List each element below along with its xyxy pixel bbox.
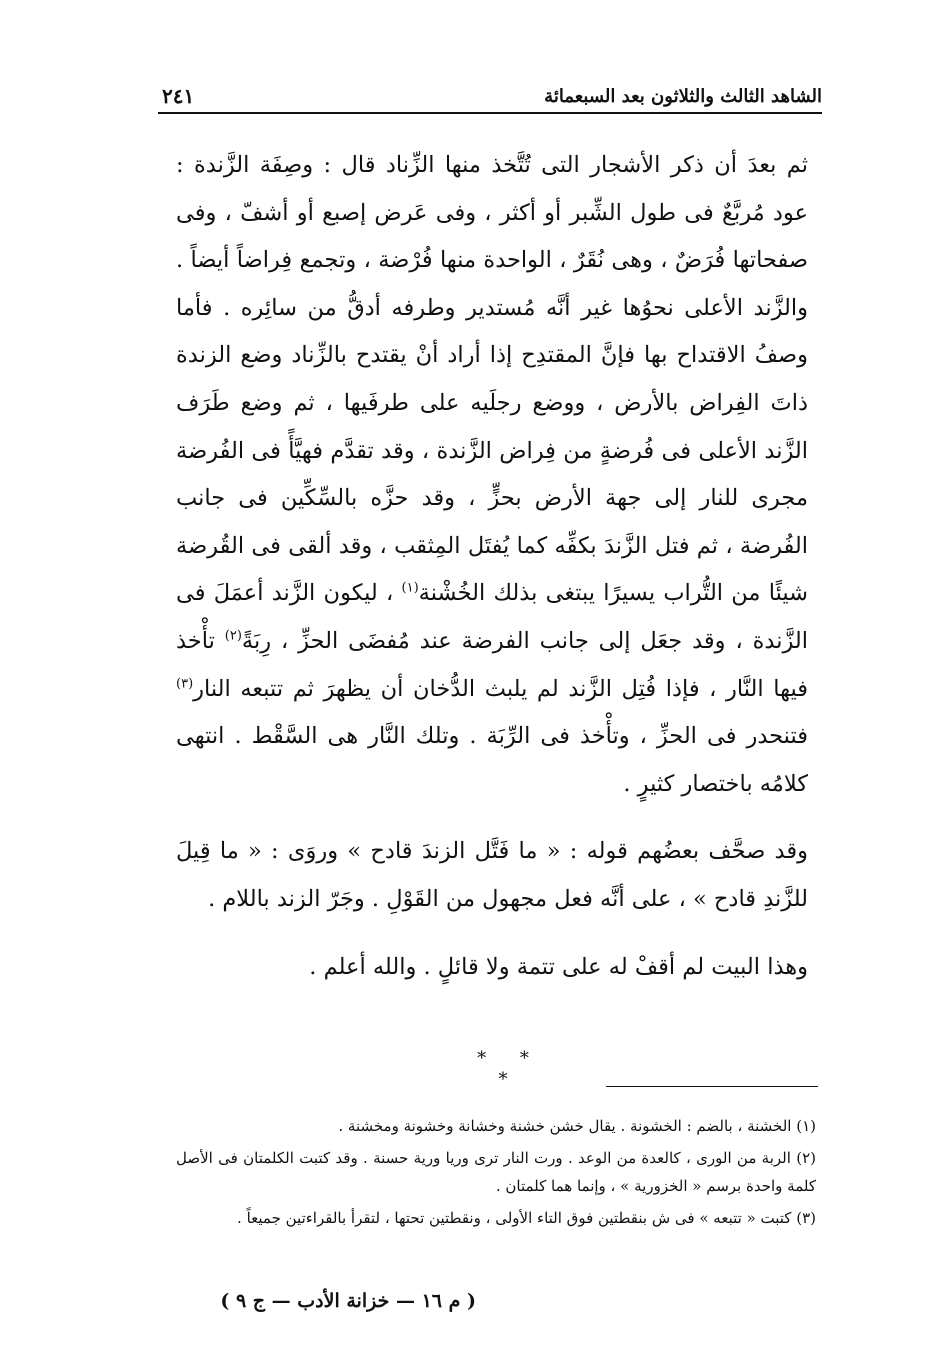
footnote-1: (١) الخشنة ، بالضم : الخشونة . يقال خشن خشنة وخشانة وخشونة ومخشنة . [338, 1117, 816, 1135]
paragraph-1-part-3: تأْخذ فيها النَّار ، فإذا فُتِل الزَّند لم يلبث الدُّخان أن يظهرَ ثم تتبعه النار [176, 627, 808, 702]
paragraph-1-part-4: فتنحدر فى الحزِّ ، وتأْخذ فى الرِّبَة . وتلك النَّار هى السَّقْط . انتهى كلامُه باختصار كثيرٍ . [176, 723, 808, 797]
paragraph-1-part-2: ، ليكون الزَّند أعمَلَ فى الزَّندة ، وقد جعَل إلى جانب الفرضة عند مُفضَى الحزِّ ، رِبَةً [176, 580, 808, 654]
footnote-ref-3: (٣) [176, 676, 194, 692]
footnotes [176, 1112, 816, 1236]
page-header [158, 82, 822, 114]
section-separator: * * * [477, 1048, 543, 1090]
running-title: الشاهد الثالث والثلاثون بعد السبعمائة [544, 86, 822, 107]
footnote-ref-1: (١) [401, 580, 419, 596]
header-rule [158, 112, 822, 114]
page-number: ٢٤١ [162, 84, 195, 108]
footnote-3: (٣) كتبت « تتبعه » فى ش بنقطتين فوق التاء الأولى ، ونقطتين تحتها ، لتقرأ بالقراءتين جميعاً . [237, 1209, 816, 1227]
main-text [176, 142, 808, 991]
paragraph-3: وهذا البيت لم أقفْ له على تتمة ولا قائلٍ . والله أعلم . [309, 953, 808, 980]
footnote-rule [606, 1086, 818, 1087]
paragraph-2: وقد صحَّف بعضُهم قوله : « ما فَتَّل الزندَ قادح » وروَى : « ما قِيلَ للزَّندِ قادح » ، على أنَّه فعل مجهول من القَوْلِ . وجَرّ الزند باللام . [176, 838, 808, 912]
paragraph-1-part-1: ثم بعدَ أن ذكر الأشجار التى تُتَّخذ منها الزِّناد قال : وصِفَة الزَّندة : عود مُربَّعٌ فى طول الشِّبر أو أكثر ، وفى عَرض إصبع أو أشفّ ، وفى صفحاتها فُرَضٌ ، وهى نُقَرٌ ، الواحدة منها فُرْضة ، وتجمع فِراضاً أيضاً . والزَّند الأعلى نحوُها غير أنَّه مُستدير وطرفه أدقُّ من سائِره . فأما وصفُ الاقتداح بها فإنَّ المقتدِح إذا أراد أنْ يقتدح بالزِّناد وضع الزندة ذاتَ الفِراض بالأرض ، ووضع رجلَيه على طرفَيها ، ثم وضع طَرَف الزَّند الأعلى فى فُرضةٍ من فِراض الزَّندة ، وقد تقدَّم فهيَّأً فى الفُرضة مجرى للنار إلى جهة الأرض بحزٍّ ، وقد حزَّه بالسِّكِّين فى جانب الفُرضة ، ثم فتل الزَّندَ بكفِّه كما يُفتَل المِثقب ، وقد ألقى فى القُرضة شيئًا من التُّراب يسيرًا يبتغى بذلك الخُشْنة [176, 152, 809, 607]
paragraph-1 [176, 142, 808, 808]
footnote-ref-2: (٢) [224, 628, 242, 644]
footnote-2: (٢) الربة من الورى ، كالعدة من الوعد . ورت النار ترى وريا ورية حسنة . وقد كتبت الكلمتان فى الأصل كلمة واحدة برسم « الخزورية » ، وإنما هما كلمتان . [176, 1149, 816, 1195]
printer-signature: ( م ١٦ — خزانة الأدب — ج ٩ ) [220, 1290, 476, 1312]
